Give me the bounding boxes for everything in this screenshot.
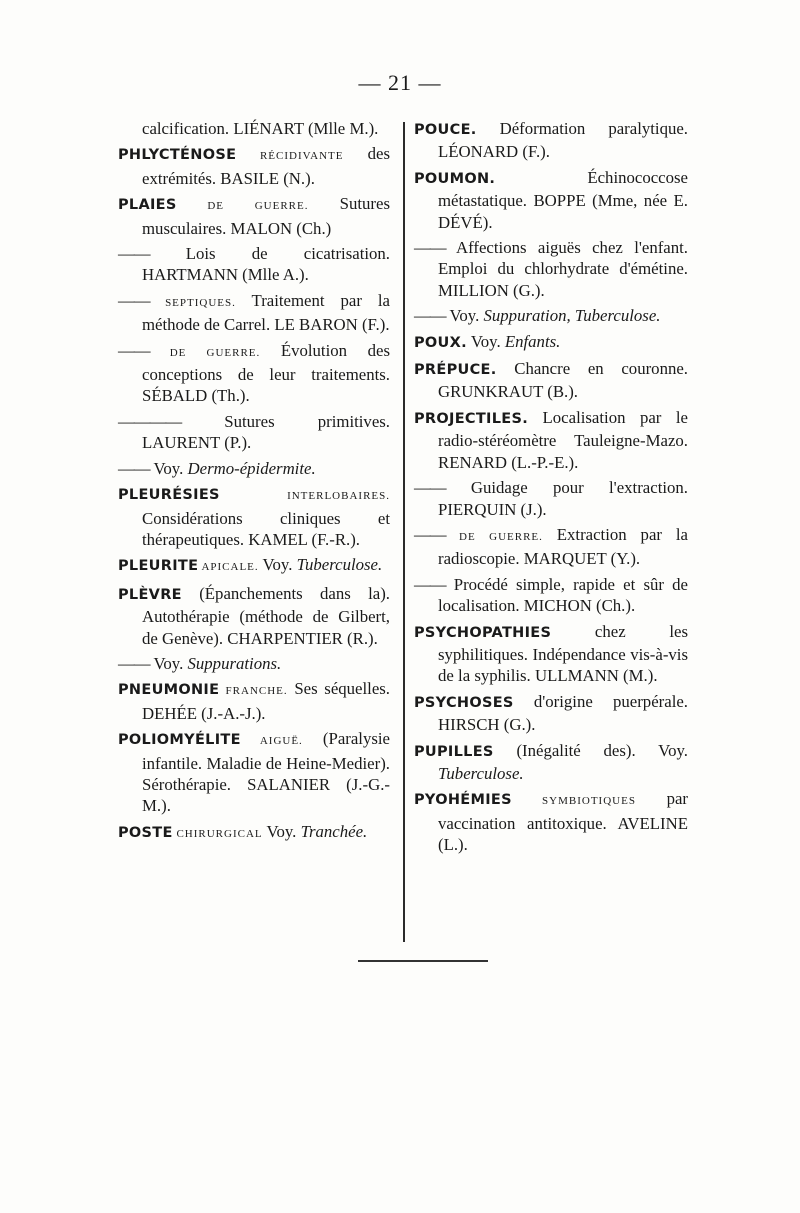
entry-text: Sutures primitives. LAURENT (P.). (142, 411, 390, 453)
entry-text: Sutures musculaires. MALON (Ch.) (142, 194, 390, 238)
entry-heading: POLIOMYÉLITE (118, 732, 241, 749)
entry-text: d'origine puerpérale. HIRSCH (G.). (438, 691, 688, 735)
ditto-dash: —— (414, 524, 446, 544)
column-divider (403, 122, 405, 942)
right-column (414, 118, 688, 860)
index-entry (118, 193, 390, 239)
ditto-dash: —— (118, 653, 150, 673)
cross-reference: Tranchée. (300, 821, 368, 841)
entry-text: Voy. (149, 458, 188, 478)
index-entry (118, 483, 390, 550)
index-entry (414, 574, 688, 617)
index-entry (414, 477, 688, 520)
cross-reference: Tuberculose. (296, 555, 383, 575)
index-entry (118, 554, 390, 578)
index-entry (118, 583, 390, 649)
index-entry (118, 728, 390, 817)
left-column (118, 118, 390, 849)
entry-heading: POUMON. (414, 170, 496, 187)
entry-qualifier: RÉCIDIVANTE (236, 150, 344, 163)
index-entry (118, 821, 390, 845)
entry-qualifier: FRANCHE. (219, 685, 288, 698)
index-entry (414, 118, 688, 163)
index-entry (414, 691, 688, 736)
entry-text: Ses séquelles. DEHÉE (J.-A.-J.). (142, 679, 390, 723)
entry-heading: POUCE. (414, 122, 477, 138)
entry-qualifier: DE GUERRE. (445, 530, 543, 543)
entry-qualifier: SEPTIQUES. (149, 296, 236, 309)
entry-text: Extraction par la radioscopie. MARQUET (Y.). (438, 524, 688, 569)
entry-text: (Inégalité des). Voy. (493, 740, 688, 760)
entry-heading: PNEUMONIE (118, 682, 220, 699)
entry-heading: PLÈVRE (118, 586, 182, 603)
entry-heading: PROJECTILES. (414, 410, 529, 427)
entry-text: calcification. LIÉNART (Mlle M.). (142, 119, 379, 138)
entry-qualifier: DE GUERRE. (176, 200, 309, 213)
entry-text: Procédé simple, rapide et sûr de localisation. MICHON (Ch.). (438, 574, 688, 616)
entry-text: Voy. (262, 821, 301, 841)
entry-heading: PUPILLES (414, 743, 494, 760)
entry-text: Considérations cliniques et thérapeutiques. KAMEL (F.-R.). (142, 508, 390, 549)
ditto-dash: —— (118, 340, 150, 360)
index-entry (118, 243, 390, 286)
index-entry (414, 167, 688, 233)
index-entry (414, 740, 688, 785)
index-entry (414, 358, 688, 403)
entry-qualifier: SYMBIOTIQUES (511, 795, 636, 808)
entry-heading: PYOHÉMIES (414, 792, 512, 809)
cross-reference: Dermo-épidermite. (187, 458, 316, 478)
ditto-dash: —— (414, 478, 446, 498)
index-entry (414, 237, 688, 301)
entry-text: (Paralysie infantile. Maladie de Heine-Medier). Sérothérapie. SALANIER (J.-G.-M.). (142, 729, 390, 816)
index-entry (118, 118, 390, 139)
ditto-dash: —— (414, 574, 446, 594)
entry-qualifier: AIGUË. (240, 735, 303, 748)
ditto-dash: —— (118, 458, 150, 478)
index-entry (118, 290, 390, 336)
cross-reference: Tuberculose. (438, 763, 524, 783)
index-entry (414, 788, 688, 855)
index-entry (118, 458, 390, 479)
entry-text: (Épanchements dans la). Autothérapie (méthode de Gilbert, de Genève). CHARPENTIER (R.). (142, 583, 390, 648)
index-entry (118, 678, 390, 724)
index-entry (414, 524, 688, 570)
entry-text: par vaccination antitoxique. AVELINE (L.). (438, 789, 688, 855)
entry-text: Localisation par le radio-stéréomètre Tauleigne-Mazo. RENARD (L.-P.-E.). (438, 407, 688, 472)
entry-text: Voy. (445, 306, 484, 326)
ditto-dash: —— (118, 244, 150, 264)
entry-heading: PHLYCTÉNOSE (118, 147, 237, 164)
ditto-dash: —— (118, 290, 150, 310)
entry-heading: PLEURITE (118, 558, 199, 575)
index-entry (414, 331, 688, 354)
entry-heading: PSYCHOPATHIES (414, 624, 552, 641)
entry-text: Traitement par la méthode de Carrel. LE BARON (F.). (142, 290, 390, 335)
entry-text: Chancre en couronne. GRUNKRAUT (B.). (438, 359, 688, 402)
index-entry (414, 407, 688, 473)
entry-text: Affections aiguës chez l'enfant. Emploi du chlorhydrate d'émétine. MILLION (G.). (438, 238, 688, 300)
index-entry (414, 305, 688, 326)
index-entry (118, 340, 390, 407)
entry-text: Voy. (258, 555, 297, 575)
entry-heading: PLAIES (118, 197, 177, 214)
cross-reference: Enfants. (504, 331, 561, 351)
entry-text: des extrémités. BASILE (N.). (142, 144, 390, 188)
index-entry (118, 411, 390, 454)
entry-text: Lois de cicatrisation. HARTMANN (Mlle A.). (142, 244, 390, 285)
entry-heading: POSTE (118, 824, 173, 841)
cross-reference: Suppurations. (187, 653, 282, 673)
cross-reference: Suppuration, Tuberculose. (483, 306, 661, 326)
entry-qualifier: APICALE. (198, 561, 259, 574)
entry-text: chez les syphilitiques. Indépendance vis-à-vis de la syphilis. ULLMANN (M.). (438, 621, 688, 686)
index-entry (414, 621, 688, 687)
entry-text: Guidage pour l'extraction. PIERQUIN (J.). (438, 478, 688, 519)
index-entry (118, 143, 390, 189)
entry-text: Voy. (149, 653, 188, 673)
entry-heading: POUX. (414, 334, 467, 351)
ditto-dash: —— (414, 306, 446, 326)
entry-qualifier: DE GUERRE. (149, 346, 261, 359)
index-entry (118, 653, 390, 674)
entry-heading: PRÉPUCE. (414, 362, 497, 379)
ditto-dash: ———— (118, 411, 182, 431)
ditto-dash: —— (414, 238, 446, 258)
bottom-rule (358, 960, 488, 962)
entry-text: Échinococcose métastatique. BOPPE (Mme, née E. DÉVÉ). (438, 167, 688, 232)
entry-text: Voy. (466, 331, 505, 351)
entry-text: Déformation paralytique. LÉONARD (F.). (438, 119, 688, 162)
entry-heading: PLEURÉSIES (118, 487, 220, 504)
entry-qualifier: CHIRURGICAL (172, 827, 263, 840)
entry-text: Évolution des conceptions de leur traitements. SÉBALD (Th.). (142, 340, 390, 406)
page-number: — 21 — (358, 70, 442, 95)
entry-heading: PSYCHOSES (414, 694, 514, 711)
entry-qualifier: INTERLOBAIRES. (219, 490, 390, 503)
